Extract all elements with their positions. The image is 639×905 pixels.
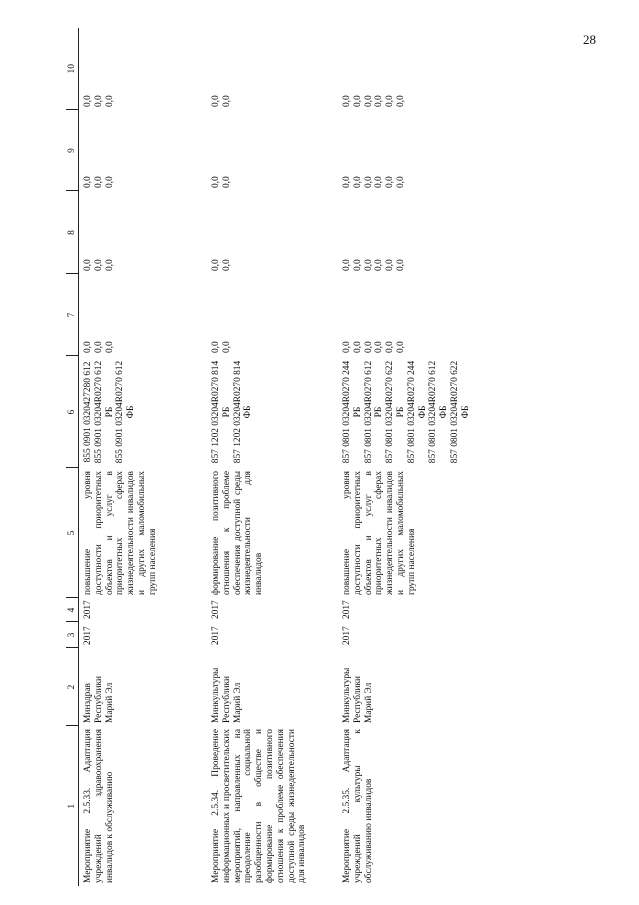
column-number: 9 xyxy=(66,110,79,191)
amount: 0,0 xyxy=(385,95,396,107)
executor-cell: Минкультуры Республики Марий Эл xyxy=(211,667,243,723)
table-row xyxy=(207,28,338,886)
amount: 0,0 xyxy=(104,341,115,353)
amount: 0,0 xyxy=(374,95,385,107)
table-row xyxy=(338,28,597,886)
column-number: 7 xyxy=(66,274,79,356)
amount: 0,0 xyxy=(83,341,93,353)
year-start-cell: 2017 xyxy=(83,626,93,645)
amount: 0,0 xyxy=(211,95,221,107)
budget-code: 855 0901 03204R0270 612 ФБ xyxy=(115,360,137,464)
amount: 0,0 xyxy=(83,95,93,107)
column-number: 2 xyxy=(66,648,79,726)
amount: 0,0 xyxy=(211,341,221,353)
measure-cell: Мероприятие 2.5.33. Адаптация учреждений здравоохранения инвалидов к обслуживанию xyxy=(83,729,115,883)
amount: 0,0 xyxy=(374,176,385,188)
value-cell-8 xyxy=(207,191,338,274)
amount: 0,0 xyxy=(342,176,352,188)
amount: 0,0 xyxy=(104,95,115,107)
budget-code: 855 0901 0320427280 612 xyxy=(83,361,93,463)
amount: 0,0 xyxy=(93,259,104,271)
value-cell-9 xyxy=(338,110,597,191)
result-cell: повышение уровня доступности приоритетных объектов и услуг в приоритетных сферах жизнедеятельности инвалидов и других маломобильных групп населения xyxy=(83,471,158,595)
column-number: 1 xyxy=(66,726,79,886)
budget-code: 857 0801 03204R0270 612 ФБ xyxy=(428,360,450,464)
executor-cell: Минкультуры Республики Марий Эл xyxy=(342,667,374,723)
amount: 0,0 xyxy=(93,95,104,107)
rotated-table-container xyxy=(66,28,603,886)
amount: 0,0 xyxy=(83,259,93,271)
budget-code: 857 1202 03204R0270 814 РБ xyxy=(211,360,232,464)
amount: 0,0 xyxy=(93,176,104,188)
budget-code: 855 0901 03204R0270 612 РБ xyxy=(93,360,115,464)
budget-code: 857 0801 03204R0270 612 РБ xyxy=(363,360,385,464)
amount: 0,0 xyxy=(104,259,115,271)
amount: 0,0 xyxy=(221,341,232,353)
column-number: 6 xyxy=(66,356,79,468)
value-cell-7 xyxy=(338,274,597,356)
amount: 0,0 xyxy=(352,341,363,353)
amount: 0,0 xyxy=(385,176,396,188)
amount: 0,0 xyxy=(395,259,406,271)
year-end-cell: 2017 xyxy=(211,600,221,619)
amount: 0,0 xyxy=(395,95,406,107)
result-cell: повышение уровня доступности приоритетных объектов и услуг в приоритетных сферах жизнедеятельности инвалидов и других маломобильных групп населения xyxy=(342,471,417,595)
amount: 0,0 xyxy=(374,341,385,353)
value-cell-8 xyxy=(79,191,208,274)
amount: 0,0 xyxy=(221,176,232,188)
budget-code: 857 0801 03204R0270 622 ФБ xyxy=(449,360,471,464)
executor-cell: Минздрав Республики Марий Эл xyxy=(83,675,115,723)
amount: 0,0 xyxy=(221,95,232,107)
amount: 0,0 xyxy=(342,259,352,271)
measure-cell: Мероприятие 2.5.34. Проведение информационных и просветительских мероприятий, направленных на преодоление социальной разобщенности в обществе и формирование позитивного отношения к проблеме обеспечения доступной среды жизнедеятельности для инвалидов xyxy=(211,729,308,883)
value-cell-8 xyxy=(338,191,597,274)
value-cell-7 xyxy=(79,274,208,356)
amount: 0,0 xyxy=(363,341,374,353)
year-start-cell: 2017 xyxy=(211,626,221,645)
value-cell-10 xyxy=(207,28,338,110)
budget-code: 857 0801 03204R0270 622 РБ xyxy=(385,360,406,464)
amount: 0,0 xyxy=(363,259,374,271)
amount: 0,0 xyxy=(342,341,352,353)
amount: 0,0 xyxy=(352,176,363,188)
amount: 0,0 xyxy=(83,176,93,188)
budget-code-cell xyxy=(207,356,338,468)
value-cell-9 xyxy=(79,110,208,191)
amount: 0,0 xyxy=(342,95,352,107)
amount: 0,0 xyxy=(221,259,232,271)
amount: 0,0 xyxy=(385,259,396,271)
budget-code-cell xyxy=(79,356,208,468)
amount: 0,0 xyxy=(93,341,104,353)
column-number: 3 xyxy=(66,622,79,648)
budget-code: 857 1202 03204R0270 814 ФБ xyxy=(232,360,254,464)
amount: 0,0 xyxy=(352,95,363,107)
page-number: 28 xyxy=(583,32,596,47)
table-row xyxy=(79,28,208,886)
value-cell-10 xyxy=(338,28,597,110)
column-number: 4 xyxy=(66,598,79,622)
budget-code: 857 0801 03204R0270 244 ФБ xyxy=(406,360,428,464)
value-cell-7 xyxy=(207,274,338,356)
column-number-row xyxy=(66,28,79,886)
measure-cell: Мероприятие 2.5.35. Адаптация учреждений культуры к обслуживанию инвалидов xyxy=(342,729,374,883)
value-cell-9 xyxy=(207,110,338,191)
year-end-cell: 2017 xyxy=(342,600,352,619)
amount: 0,0 xyxy=(211,259,221,271)
column-number: 8 xyxy=(66,191,79,274)
value-cell-10 xyxy=(79,28,208,110)
year-end-cell: 2017 xyxy=(83,600,93,619)
column-number: 10 xyxy=(66,28,79,110)
amount: 0,0 xyxy=(211,176,221,188)
measures-table xyxy=(66,28,597,886)
amount: 0,0 xyxy=(104,176,115,188)
amount: 0,0 xyxy=(363,95,374,107)
budget-code: 857 0801 03204R0270 244 РБ xyxy=(342,360,363,464)
result-cell: формирование позитивного отношения к проблеме обеспечения доступной среды жизнедеятельности для инвалидов xyxy=(211,471,265,595)
column-number: 5 xyxy=(66,468,79,598)
amount: 0,0 xyxy=(352,259,363,271)
amount: 0,0 xyxy=(385,341,396,353)
amount: 0,0 xyxy=(395,176,406,188)
amount: 0,0 xyxy=(395,341,406,353)
budget-code-cell xyxy=(338,356,597,468)
year-start-cell: 2017 xyxy=(342,626,352,645)
amount: 0,0 xyxy=(374,259,385,271)
amount: 0,0 xyxy=(363,176,374,188)
